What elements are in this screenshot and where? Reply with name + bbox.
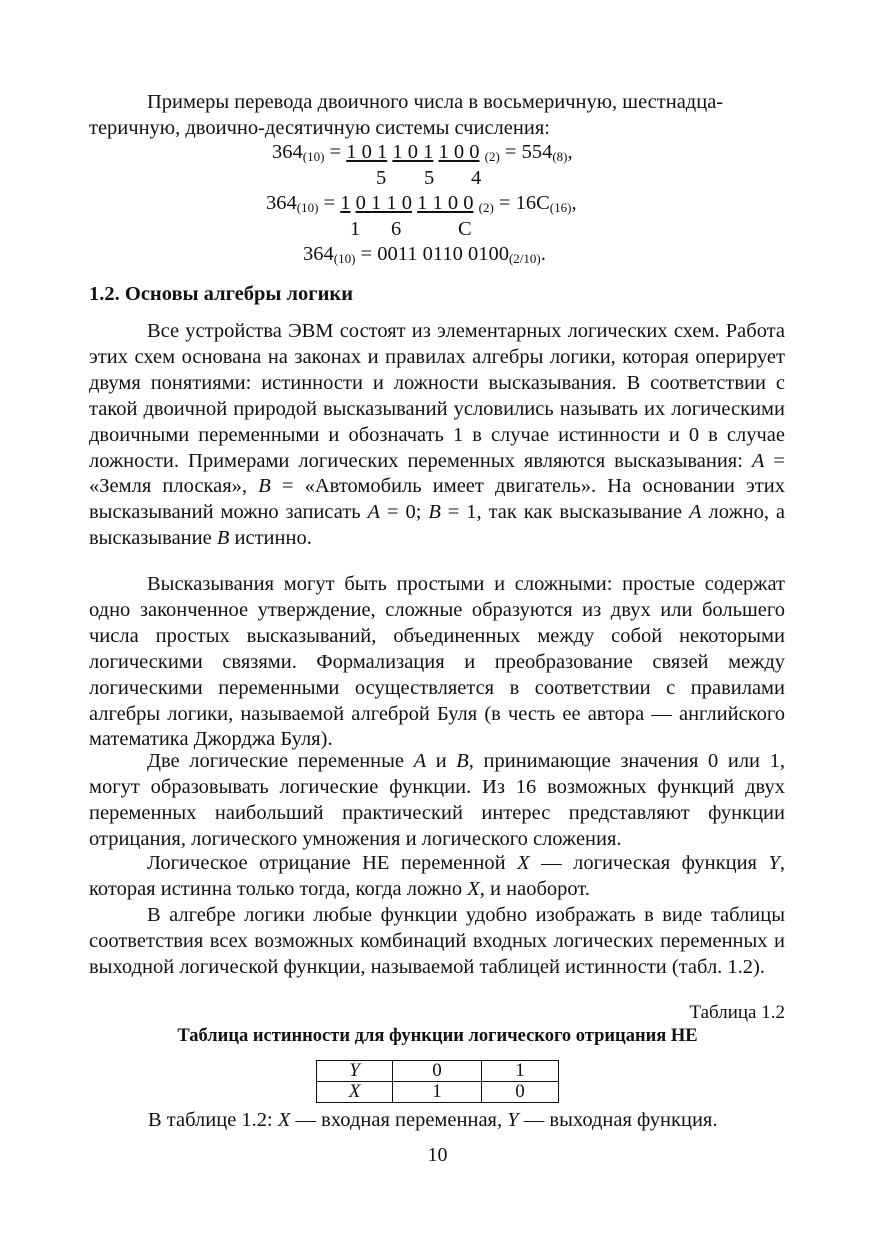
intro-paragraph: Примеры перевода двоичного числа в восьмеричную, шестнадца- теричную, двоично-десятичную системы счисления: xyxy=(89,91,724,139)
table-note: В таблице 1.2: X — входная переменная, Y — выходная функция. xyxy=(148,1109,718,1131)
hex-digit: C xyxy=(458,218,472,240)
table-cell: 0 xyxy=(393,1061,482,1082)
truth-table xyxy=(316,1060,559,1103)
octal-digit: 4 xyxy=(471,167,482,189)
formula-bcd: $364_{(10)} = 0011$ 0110 $0100_{(2/10)}$. xyxy=(303,243,546,266)
octal-digit: 5 xyxy=(376,167,387,189)
octal-digit: 5 xyxy=(424,167,435,189)
formula-hex: $364_{(10)} = 1$ 0 1 1 0 1 1 0 0 $_{(2)} = 16C_{(16)}$, xyxy=(266,192,577,215)
table-row xyxy=(317,1082,559,1103)
table-caption: Таблица истинности для функции логического отрицания НЕ xyxy=(177,1026,698,1046)
table-cell: Y xyxy=(317,1061,393,1082)
section-heading: 1.2. Основы алгебры логики xyxy=(89,283,354,305)
table-cell: 0 xyxy=(482,1082,559,1103)
hex-digit: 6 xyxy=(391,218,402,240)
formula-octal: $364_{(10)} = 1$ 0 1 1 0 1 1 0 0 $_{(2)} = 554_{(8)}$, xyxy=(272,141,573,164)
paragraph-2: Высказывания могут быть простыми и сложными: простые содержат одно законченное утверждение, сложные образуются из двух или большего числа простых высказываний, объединенных между собой некоторыми логическими связями. Формализация и преобразование связей между логическими переменными осуществляется в соответствии с правилами алгебры логики, называемой алгеброй Буля (в честь ее автора — английского математика Джорджа Буля). xyxy=(89,573,785,751)
table-number: Таблица 1.2 xyxy=(689,1002,785,1023)
table-cell: 1 xyxy=(482,1061,559,1082)
paragraph-1: Все устройства ЭВМ состоят из элементарных логических схем. Работа этих схем основана на законах и правилах алгебры логики, которая оперирует двумя понятиями: истинности и ложности высказывания. В соответствии с такой двоичной природой высказываний условились называть их логическими двоичными переменными и обозначать 1 в случае истинности и 0 в случае ложности. Примерами логических переменных являются высказывания: A = «Земля плоская», B = «Автомобиль имеет двигатель». На основании этих высказываний можно записать A = 0; B = 1, так как высказывание A ложно, а высказывание B истинно. xyxy=(89,320,785,550)
page-number: 10 xyxy=(427,1144,448,1166)
paragraph-3: Две логические переменные A и B, принимающие значения 0 или 1, могут образовывать логические функции. Из 16 возможных функций двух переменных наибольший практический интерес представляют функции отрицания, логического умножения и логического сложения. xyxy=(89,750,785,850)
table-cell: X xyxy=(317,1082,393,1103)
paragraph-4: Логическое отрицание НЕ переменной X — логическая функция Y, которая истинна только тогда, когда ложно X, и наоборот. xyxy=(89,852,785,900)
hex-digit: 1 xyxy=(350,218,361,240)
table-cell: 1 xyxy=(393,1082,482,1103)
paragraph-5: В алгебре логики любые функции удобно изображать в виде таблицы соответствия всех возможных комбинаций входных логических переменных и выходной логической функции, называемой таблицей истинности (табл. 1.2). xyxy=(89,904,785,978)
table-row xyxy=(317,1061,559,1082)
